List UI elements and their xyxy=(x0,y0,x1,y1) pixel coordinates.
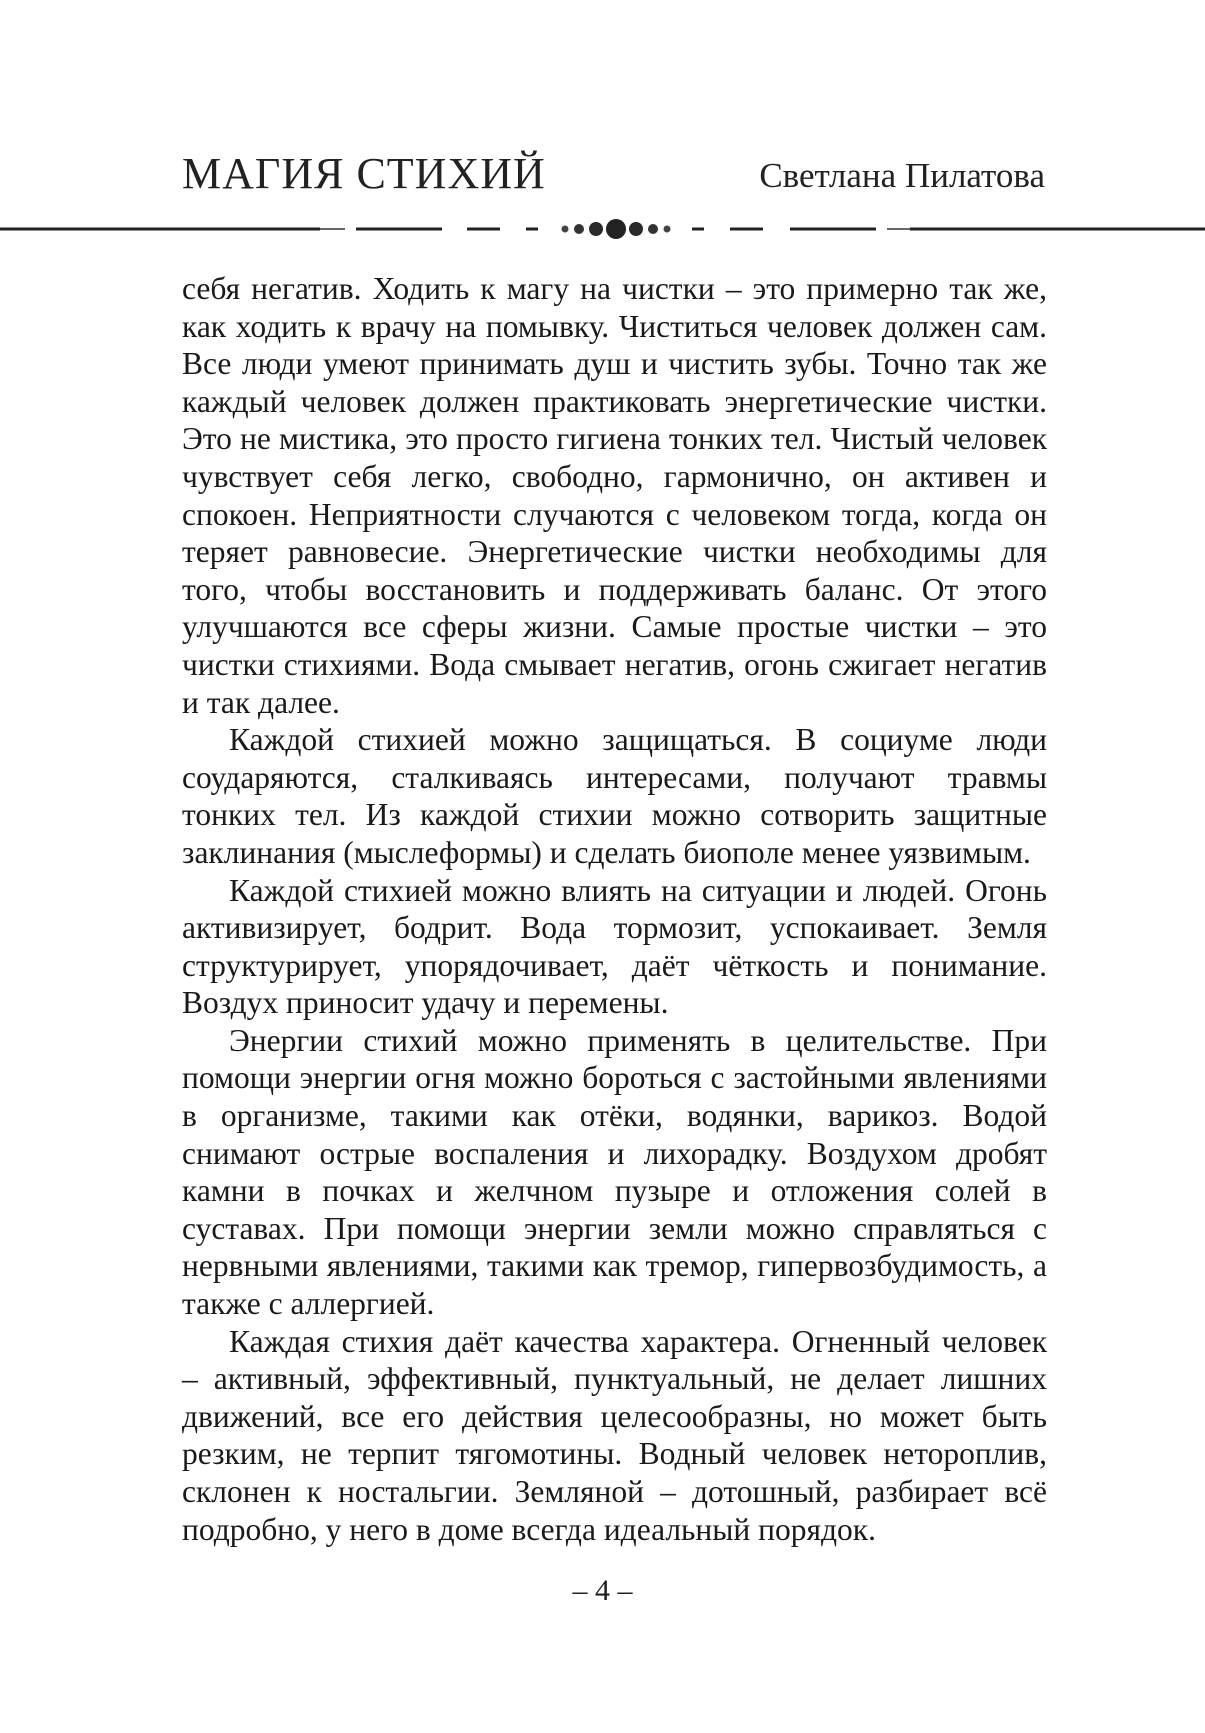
page-body-text xyxy=(182,270,1047,1548)
paragraph-5: Каждая стихия даёт качества характера. Огненный человек – активный, эффективный, пунктуальный, не делает лишних движений, все его действия целесообразны, но может быть резким, не терпит тягомотины. Водный человек нетороплив, склонен к ностальгии. Земляной – дотошный, разбирает всё подробно, у него в доме всегда идеальный порядок. xyxy=(182,1323,1047,1547)
book-author: Светлана Пилатова xyxy=(759,156,1045,195)
paragraph-2: Каждой стихией можно защищаться. В социуме люди соударяются, сталкиваясь интересами, получают травмы тонких тел. Из каждой стихии можно сотворить защитные заклинания (мыслеформы) и сделать биополе менее уязвимым. xyxy=(182,722,1047,870)
book-title: МАГИЯ СТИХИЙ xyxy=(182,149,546,198)
header-ornament-divider xyxy=(0,212,1205,248)
running-header xyxy=(182,148,1045,208)
paragraph-3: Каждой стихией можно влиять на ситуации и людей. Огонь активизирует, бодрит. Вода тормозит, успокаивает. Земля структурирует, упорядочивает, даёт чёткость и понимание. Воздух приносит удачу и перемены. xyxy=(182,872,1047,1021)
page-number: – 4 – xyxy=(572,1574,633,1607)
paragraph-1: себя негатив. Ходить к магу на чистки – это примерно так же, как ходить к врачу на помывку. Чиститься человек должен сам. Все люди умеют принимать душ и чистить зубы. Точно так же каждый человек должен практиковать энергетические чистки. Это не мистика, это просто гигиена тонких тел. Чистый человек чувствует себя легко, свободно, гармонично, он активен и спокоен. Неприятности случаются с человеком тогда, когда он теряет равновесие. Энергетические чистки необходимы для того, чтобы восстановить и поддерживать баланс. От этого улучшаются все сферы жизни. Самые простые чистки – это чистки стихиями. Вода смывает негатив, огонь сжигает негатив и так далее. xyxy=(182,271,1047,720)
paragraph-4: Энергии стихий можно применять в целительстве. При помощи энергии огня можно бороться с застойными явлениями в организме, такими как отёки, водянки, варикоз. Водой снимают острые воспаления и лихорадку. Воздухом дробят камни в почках и желчном пузыре и отложения солей в суставах. При помощи энергии земли можно справляться с нервными явлениями, такими как тремор, гипервозбудимость, а также с аллергией. xyxy=(182,1022,1047,1322)
